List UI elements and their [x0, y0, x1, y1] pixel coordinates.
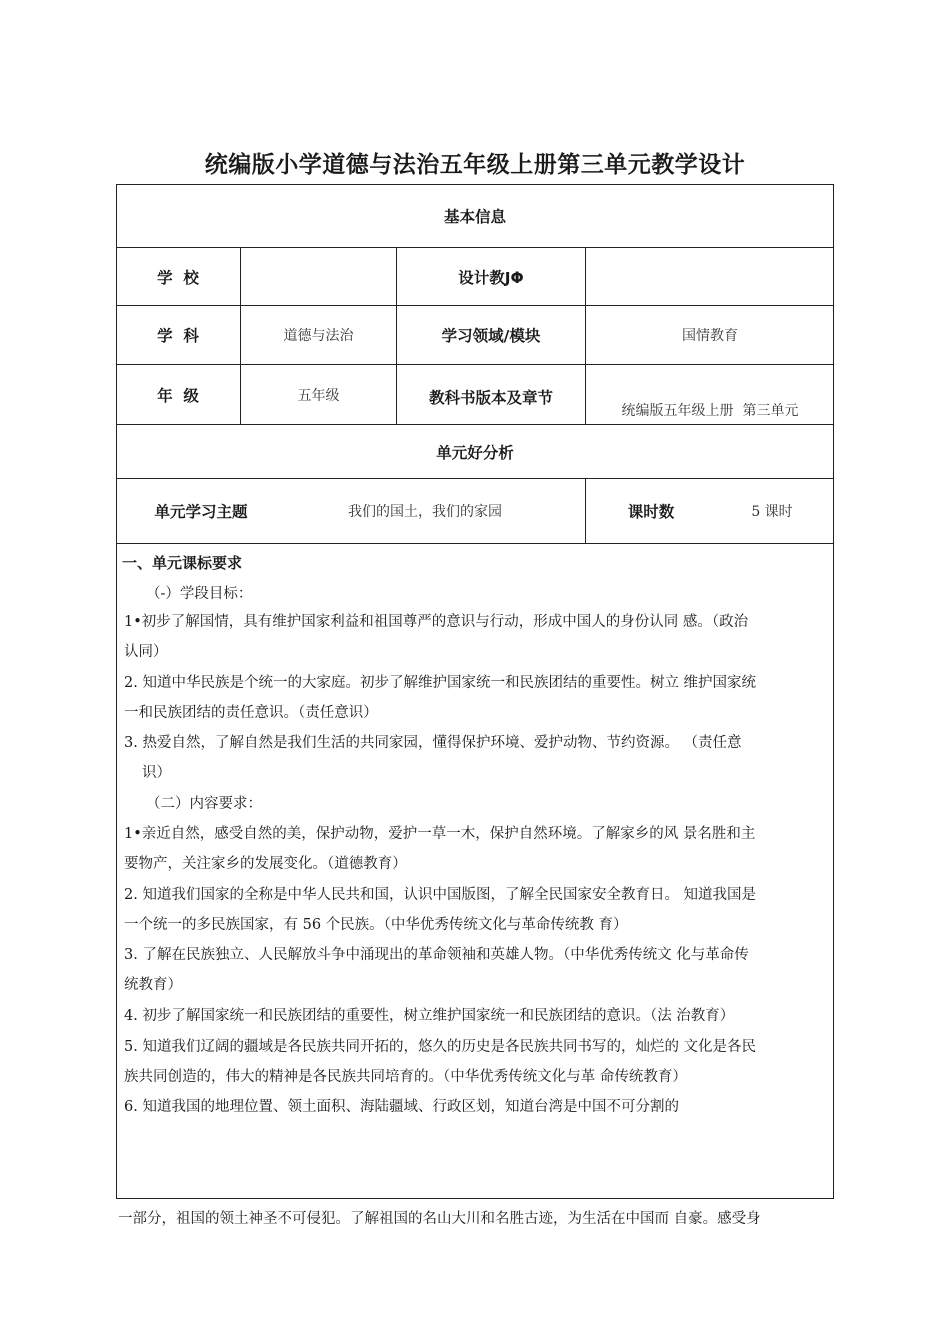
goal-line: 认同）	[124, 644, 168, 660]
domain-value: 国情教育	[682, 328, 738, 344]
school-label: 学 校	[157, 268, 199, 287]
req-line: 要物产，关注家乡的发展变化。（道德教育）	[124, 856, 407, 872]
req-line: 一个统一的多民族国家，有 56 个民族。（中华优秀传统文化与革命传统教 育）	[124, 917, 628, 933]
designer-label: 设计教JΦ	[458, 268, 524, 287]
req-line: 1•亲近自然，感受自然的美，保护动物，爱护一草一木，保护自然环境。了解家乡的风 景名胜和主	[124, 826, 756, 842]
req-line: 族共同创造的，伟大的精神是各民族共同培育的。（中华优秀传统文化与革 命传统教育）	[124, 1069, 687, 1085]
req-line: 6. 知道我国的地理位置、领土面积、海陆疆域、行政区划，知道台湾是中国不可分割的	[124, 1099, 679, 1115]
req-line: 4. 初步了解国家统一和民族团结的重要性，树立维护国家统一和民族团结的意识。（法 治教育）	[124, 1008, 735, 1024]
school-value	[241, 248, 396, 305]
goal-line: 1•初步了解国情，具有维护国家利益和祖国尊严的意识与行动，形成中国人的身份认同 感。（政治	[124, 614, 749, 630]
section-heading: 一、单元课标要求	[122, 554, 243, 572]
stage-goal-heading: （-）学段目标：	[146, 586, 253, 602]
textbook-label: 教科书版本及章节	[428, 389, 553, 407]
subject-value: 道德与法治	[283, 328, 354, 344]
page-title: 统编版小学道德与法治五年级上册第三单元教学设计	[204, 152, 746, 178]
basic-info-header: 基本信息	[443, 208, 506, 226]
req-line: 3. 了解在民族独立、人民解放斗争中涌现出的革命领袖和英雄人物。（中华优秀传统文 化与革命传	[124, 947, 749, 963]
hours-value: 5 课时	[751, 504, 793, 520]
designer-value	[586, 248, 834, 305]
textbook-value: 统编版五年级上册 第三单元	[621, 403, 799, 419]
continuation-line: 一部分，祖国的领土神圣不可侵犯。了解祖国的名山大川和名胜古迹，为生活在中国而 自豪。感受身	[118, 1211, 761, 1227]
table-divider	[116, 543, 834, 544]
goal-line: 2. 知道中华民族是个统一的大家庭。初步了解维护国家统一和民族团结的重要性。树立 维护国家统	[124, 675, 757, 691]
goal-line: 3. 热爱自然，了解自然是我们生活的共同家园，懂得保护环境、爱护动物、节约资源。 （责任意	[124, 735, 742, 751]
unit-analysis-header: 单元好分析	[436, 443, 514, 462]
goal-line: 识）	[142, 765, 171, 781]
req-line: 统教育）	[124, 977, 182, 993]
grade-label: 年 级	[157, 386, 199, 405]
grade-value: 五年级	[297, 387, 340, 404]
domain-label: 学习领域/模块	[441, 327, 541, 345]
goal-line: 一和民族团结的责任意识。（责任意识）	[124, 705, 378, 721]
req-line: 5. 知道我们辽阔的疆域是各民族共同开拓的，悠久的历史是各民族共同书写的，灿烂的 文化是各民	[124, 1039, 757, 1055]
req-line: 2. 知道我们国家的全称是中华人民共和国，认识中国版图，了解全民国家安全教育日。 知道我国是	[124, 887, 757, 903]
unit-theme-label: 单元学习主题	[154, 503, 248, 521]
subject-label: 学 科	[157, 327, 199, 345]
unit-theme-value: 我们的国土，我们的家园	[348, 504, 502, 520]
hours-label: 课时数	[627, 503, 675, 521]
content-req-heading: （二）内容要求：	[146, 796, 262, 812]
